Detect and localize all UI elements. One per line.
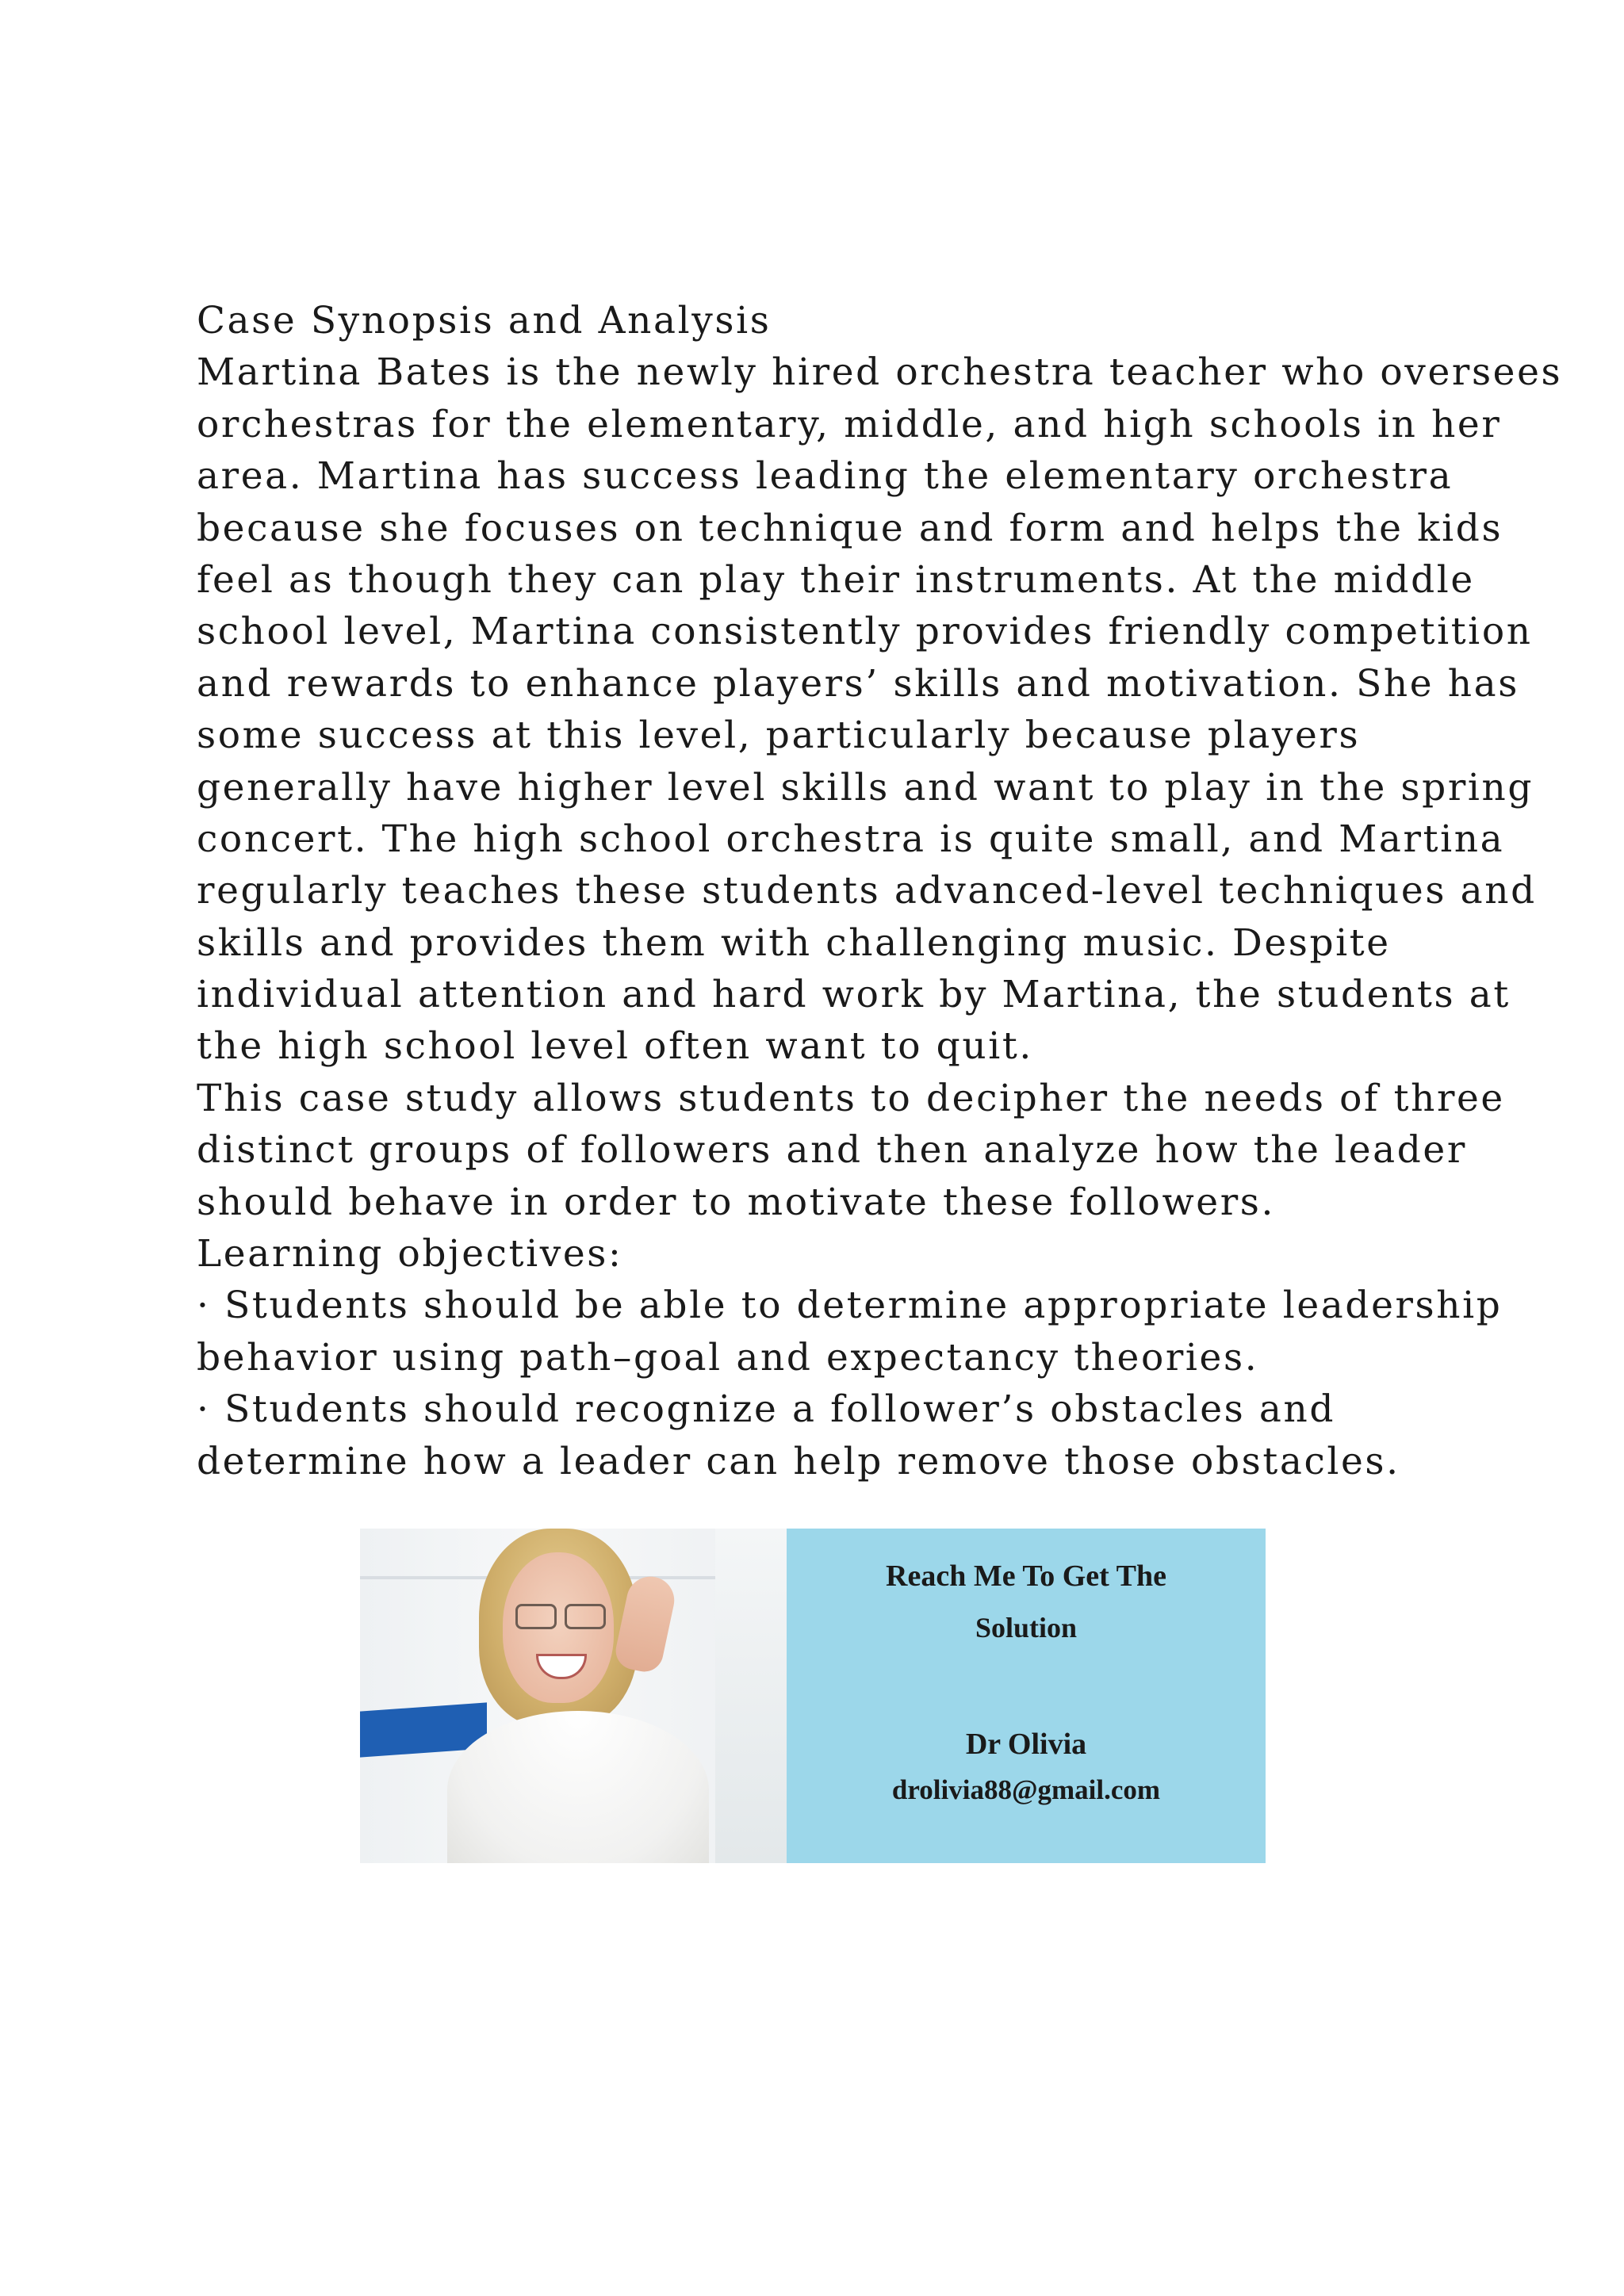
paragraph-line: distinct groups of followers and then analyze how the leader — [197, 1128, 1467, 1173]
paragraph-line: because she focuses on technique and form and helps the kids — [197, 506, 1503, 550]
paragraph-line: generally have higher level skills and want to play in the spring — [197, 765, 1534, 809]
paragraph-line: and rewards to enhance players’ skills and motivation. She has — [197, 661, 1519, 706]
paragraph-line: skills and provides them with challenging music. Despite — [197, 920, 1391, 965]
paragraph-line: concert. The high school orchestra is quite small, and Martina — [197, 817, 1505, 861]
paragraph-line: orchestras for the elementary, middle, and high schools in her — [197, 402, 1502, 446]
contact-panel — [787, 1529, 1266, 1863]
objective-line: · Students should be able to determine appropriate leadership — [197, 1284, 1503, 1328]
contact-banner — [360, 1529, 1266, 1863]
document-heading: Case Synopsis and Analysis — [197, 299, 772, 342]
glasses-icon — [515, 1604, 557, 1629]
document-body — [197, 295, 1563, 1487]
paragraph-line: regularly teaches these students advanced-level techniques and — [197, 869, 1537, 913]
paragraph-line: individual attention and hard work by Martina, the students at — [197, 973, 1511, 1017]
photo-shirt — [447, 1711, 709, 1863]
banner-title-line1: Reach Me To Get The — [886, 1559, 1166, 1593]
glasses-icon — [565, 1604, 606, 1629]
paragraph-line: Martina Bates is the newly hired orchestra teacher who oversees — [197, 350, 1563, 395]
paragraph-line: This case study allows students to decipher the needs of three — [197, 1076, 1505, 1120]
contact-email: drolivia88@gmail.com — [891, 1774, 1161, 1805]
objective-line: · Students should recognize a follower’s obstacles and — [197, 1387, 1336, 1432]
objectives-heading: Learning objectives: — [197, 1232, 623, 1276]
banner-title-line2: Solution — [975, 1612, 1078, 1644]
paragraph-line: the high school level often want to quit. — [197, 1024, 1033, 1069]
paragraph-line: should behave in order to motivate these followers. — [197, 1180, 1276, 1224]
paragraph-line: some success at this level, particularly because players — [197, 714, 1361, 758]
paragraph-line: feel as though they can play their instruments. At the middle — [197, 557, 1475, 602]
objective-line: behavior using path–goal and expectancy theories. — [197, 1335, 1259, 1380]
objective-line: determine how a leader can help remove those obstacles. — [197, 1439, 1400, 1483]
paragraph-line: school level, Martina consistently provides friendly competition — [197, 610, 1533, 654]
woman-photo — [360, 1529, 787, 1863]
paragraph-line: area. Martina has success leading the elementary orchestra — [197, 454, 1454, 499]
contact-name: Dr Olivia — [965, 1728, 1087, 1761]
photo-window — [715, 1529, 787, 1863]
